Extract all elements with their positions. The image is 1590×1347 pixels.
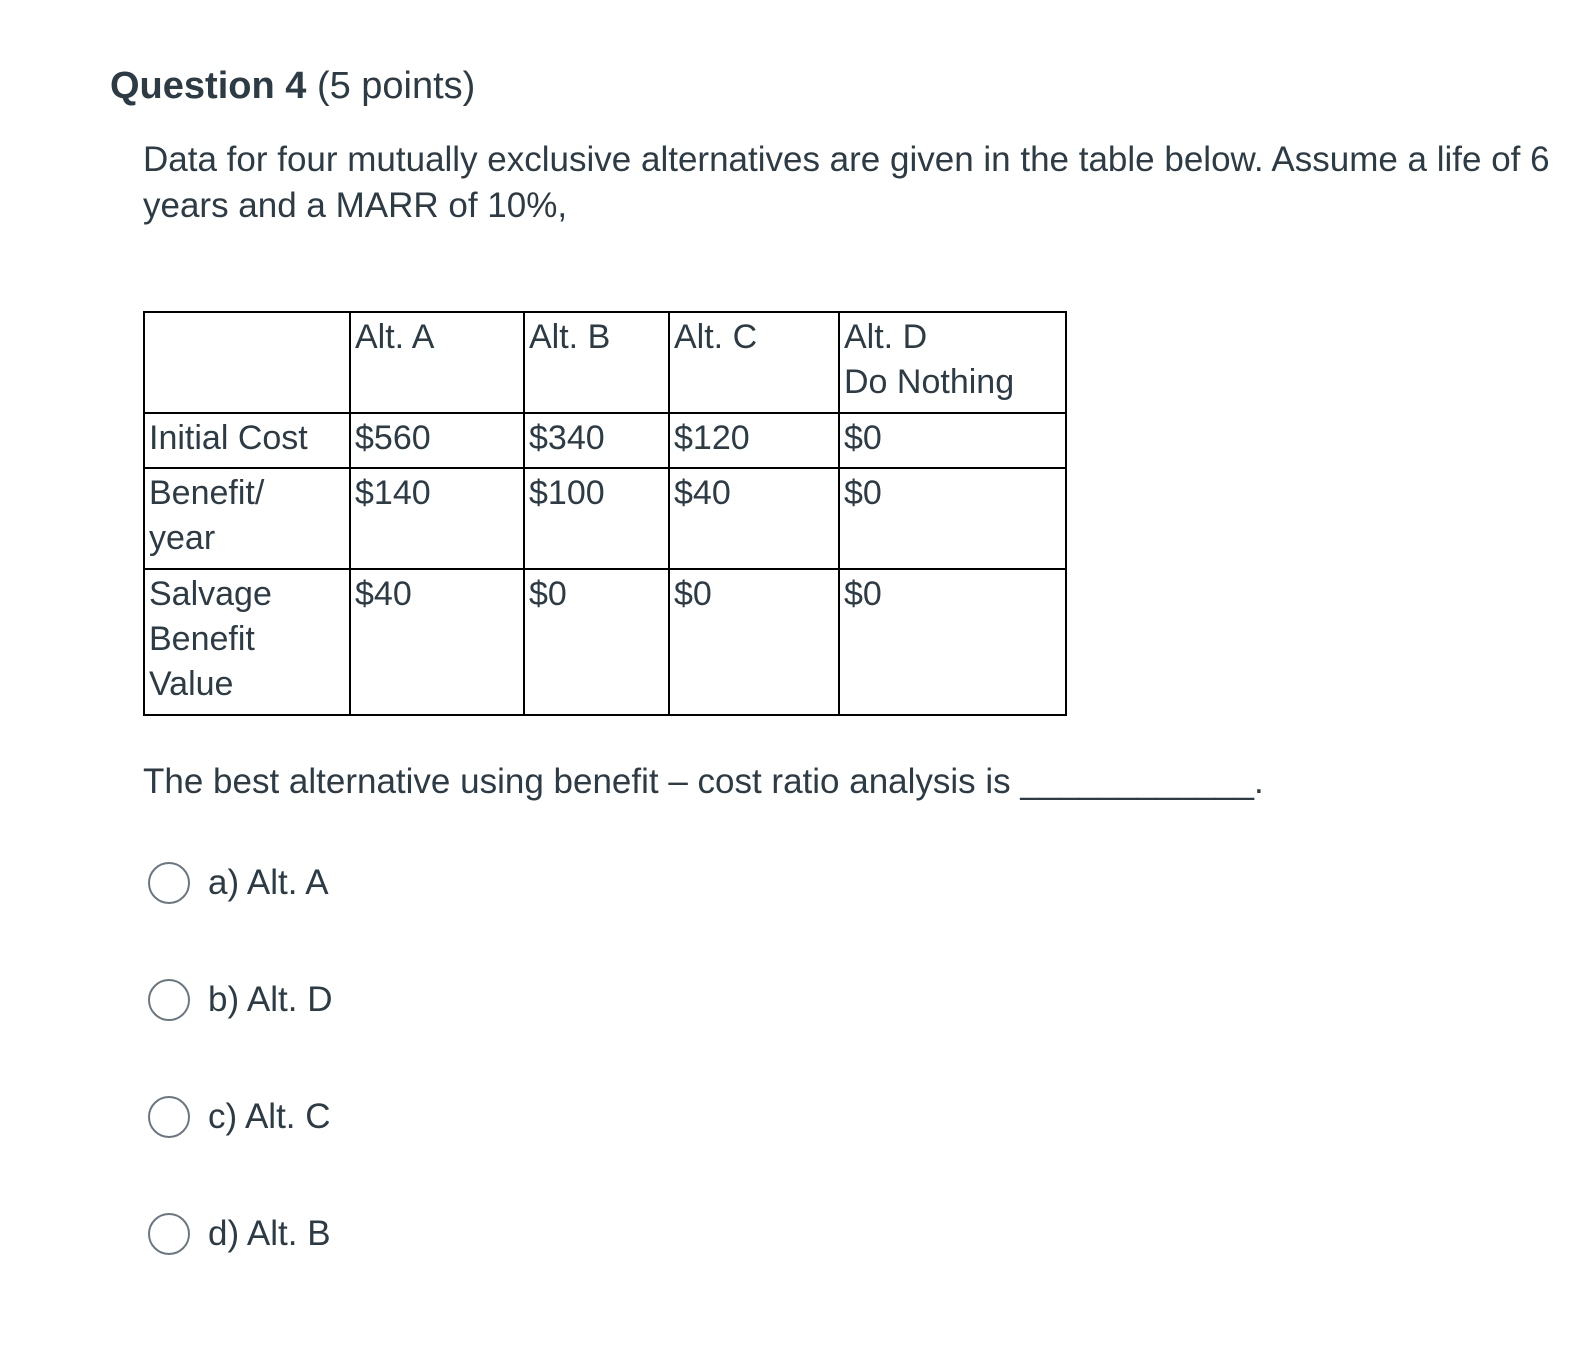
- table-cell: $0: [669, 569, 839, 715]
- header-alt-d-subtitle: Do Nothing: [844, 363, 1015, 401]
- header-alt-b: Alt. B: [529, 318, 611, 356]
- radio-button-icon[interactable]: [148, 1213, 190, 1255]
- answer-option-label[interactable]: b) Alt. D: [208, 980, 333, 1019]
- table-row: [144, 569, 1066, 715]
- question-points: (5 points): [316, 65, 476, 107]
- fill-in-blank-statement: The best alternative using benefit – cost ratio analysis is ____________.: [143, 762, 1264, 801]
- radio-button-icon[interactable]: [148, 1096, 190, 1138]
- radio-button-icon[interactable]: [148, 979, 190, 1021]
- table-cell: $0: [839, 468, 1066, 569]
- header-alt-a: Alt. A: [355, 318, 435, 356]
- table-cell: $0: [839, 569, 1066, 715]
- table-header-cell: [144, 312, 350, 413]
- table-cell: $560: [350, 413, 524, 468]
- table-row: [144, 468, 1066, 569]
- table-header-cell: [350, 312, 524, 413]
- table-header-cell: [524, 312, 669, 413]
- table-cell: $120: [669, 413, 839, 468]
- table-cell: $0: [839, 413, 1066, 468]
- header-alt-d: Alt. D: [844, 318, 928, 356]
- table-cell: $40: [669, 468, 839, 569]
- table-cell: $140: [350, 468, 524, 569]
- table-header-cell: [669, 312, 839, 413]
- alternatives-table: [143, 311, 1067, 716]
- row-label-cell: Salvage Benefit Value: [144, 569, 350, 715]
- question-heading: [110, 62, 475, 110]
- answer-option-b[interactable]: [148, 977, 332, 1023]
- answer-option-label[interactable]: d) Alt. B: [208, 1214, 331, 1253]
- table-cell: $340: [524, 413, 669, 468]
- answer-option-a[interactable]: [148, 860, 329, 906]
- table-header-row: [144, 312, 1066, 413]
- table-cell: $100: [524, 468, 669, 569]
- answer-option-c[interactable]: [148, 1094, 331, 1140]
- question-prompt: Data for four mutually exclusive alternatives are given in the table below. Assume a life of 6 years and a MARR of 10%,: [143, 140, 1550, 225]
- table-header-cell: [839, 312, 1066, 413]
- answer-option-label[interactable]: a) Alt. A: [208, 863, 329, 902]
- header-alt-c: Alt. C: [674, 318, 758, 356]
- table-cell: $0: [524, 569, 669, 715]
- row-label-cell: Benefit/ year: [144, 468, 350, 569]
- table-row: [144, 413, 1066, 468]
- answer-option-d[interactable]: [148, 1211, 331, 1257]
- answer-option-label[interactable]: c) Alt. C: [208, 1097, 331, 1136]
- table-cell: $40: [350, 569, 524, 715]
- row-label-cell: Initial Cost: [144, 413, 350, 468]
- radio-button-icon[interactable]: [148, 862, 190, 904]
- question-title: Question 4: [110, 65, 307, 107]
